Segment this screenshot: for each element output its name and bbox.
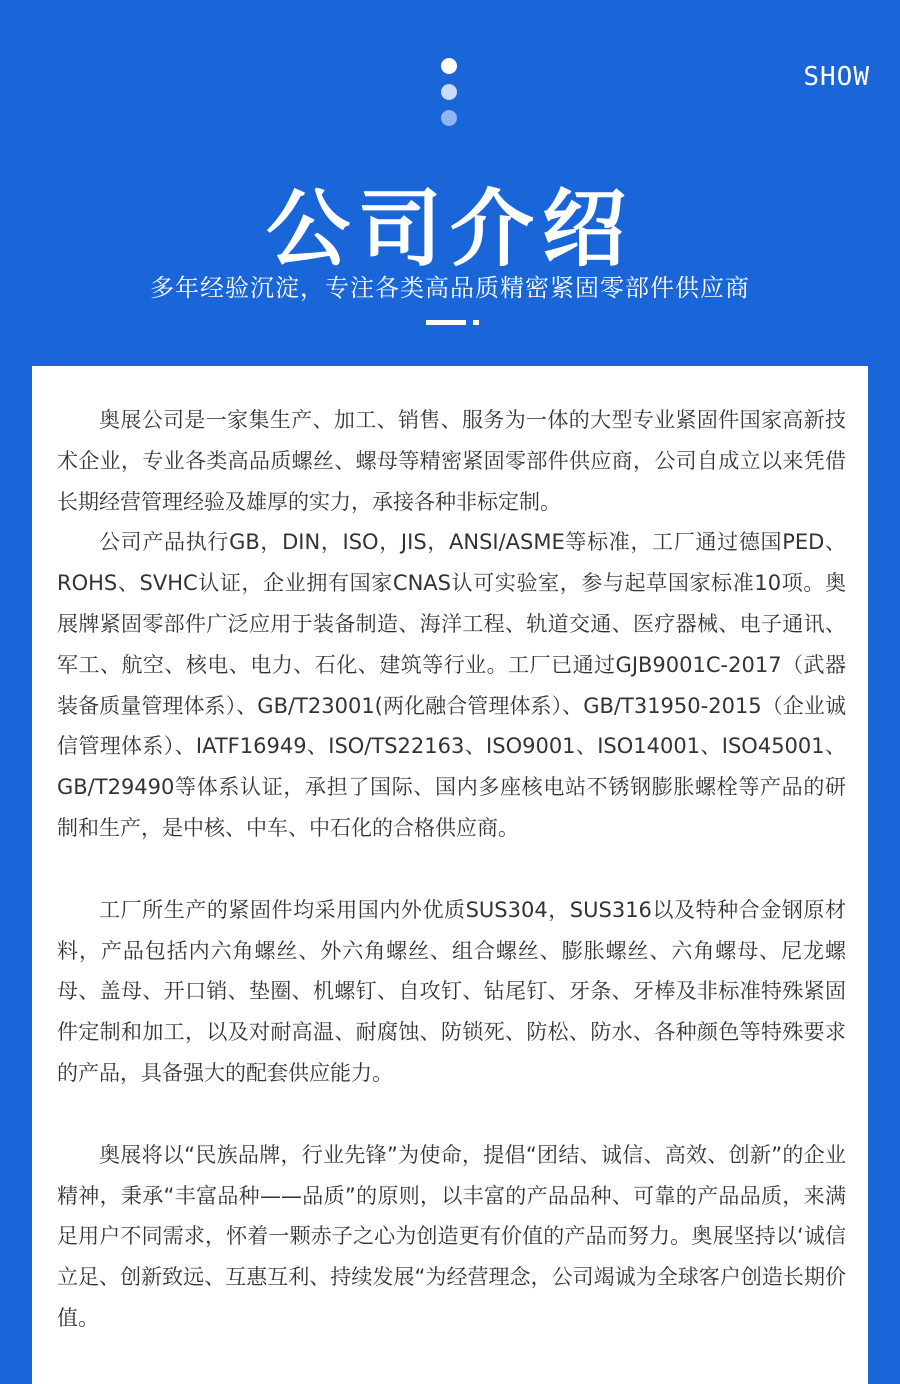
show-label: SHOW bbox=[803, 62, 870, 92]
content-card bbox=[32, 366, 868, 1384]
dot-icon bbox=[441, 58, 457, 74]
standards-paragraph: 公司产品执行GB，DIN，ISO，JIS，ANSI/ASME等标准，工厂通过德国PED、ROHS、SVHC认证，企业拥有国家CNAS认可实验室，参与起草国家标准10项。奥展牌紧固零部件广泛应用于装备制造、海洋工程、轨道交通、医疗器械、电子通讯、军工、航空、核电、电力、石化、建筑等行业。工厂已通过GJB9001C-2017（武器装备质量管理体系）、GB/T23001(两化融合管理体系）、GB/T31950-2015（企业诚信管理体系）、IATF16949、ISO/TS22163、ISO9001、ISO14001、ISO45001、GB/T29490等体系认证，承担了国际、国内多座核电站不锈钢膨胀螺栓等产品的研制和生产，是中核、中车、中石化的合格供应商。 bbox=[57, 530, 846, 840]
mission-paragraph: 奥展将以“民族品牌，行业先锋”为使命，提倡“团结、诚信、高效、创新”的企业精神，秉承“丰富品种——品质”的原则，以丰富的产品品种、可靠的产品品质，来满足用户不同需求，怀着一颗赤子之心为创造更有价值的产品而努力。奥展坚持以‘诚信立足、创新致远、互惠互利、持续发展“为经营理念，公司竭诚为全球客户创造长期价值。 bbox=[57, 1142, 846, 1330]
dot-icon bbox=[441, 84, 457, 100]
divider-dot bbox=[473, 320, 479, 325]
page-title: 公司介绍 bbox=[265, 180, 634, 278]
page-subtitle: 多年经验沉淀，专注各类高品质精密紧固零部件供应商 bbox=[150, 274, 750, 302]
products-paragraph: 工厂所生产的紧固件均采用国内外优质SUS304，SUS316以及特种合金钢原材料，产品包括内六角螺丝、外六角螺丝、组合螺丝、膨胀螺丝、六角螺母、尼龙螺母、盖母、开口销、垫圈、机螺钉、自攻钉、钻尾钉、牙条、牙棒及非标准特殊紧固件定制和加工，以及对耐高温、耐腐蚀、防锁死、防松、防水、各种颜色等特殊要求的产品，具备强大的配套供应能力。 bbox=[57, 897, 846, 1085]
decorative-dots bbox=[441, 58, 459, 136]
divider-bar bbox=[426, 320, 466, 325]
intro-paragraph: 奥展公司是一家集生产、加工、销售、服务为一体的大型专业紧固件国家高新技术企业，专业各类高品质螺丝、螺母等精密紧固零部件供应商，公司自成立以来凭借长期经营管理经验及雄厚的实力，承接各种非标定制。 bbox=[57, 408, 846, 514]
dot-icon bbox=[441, 110, 457, 126]
